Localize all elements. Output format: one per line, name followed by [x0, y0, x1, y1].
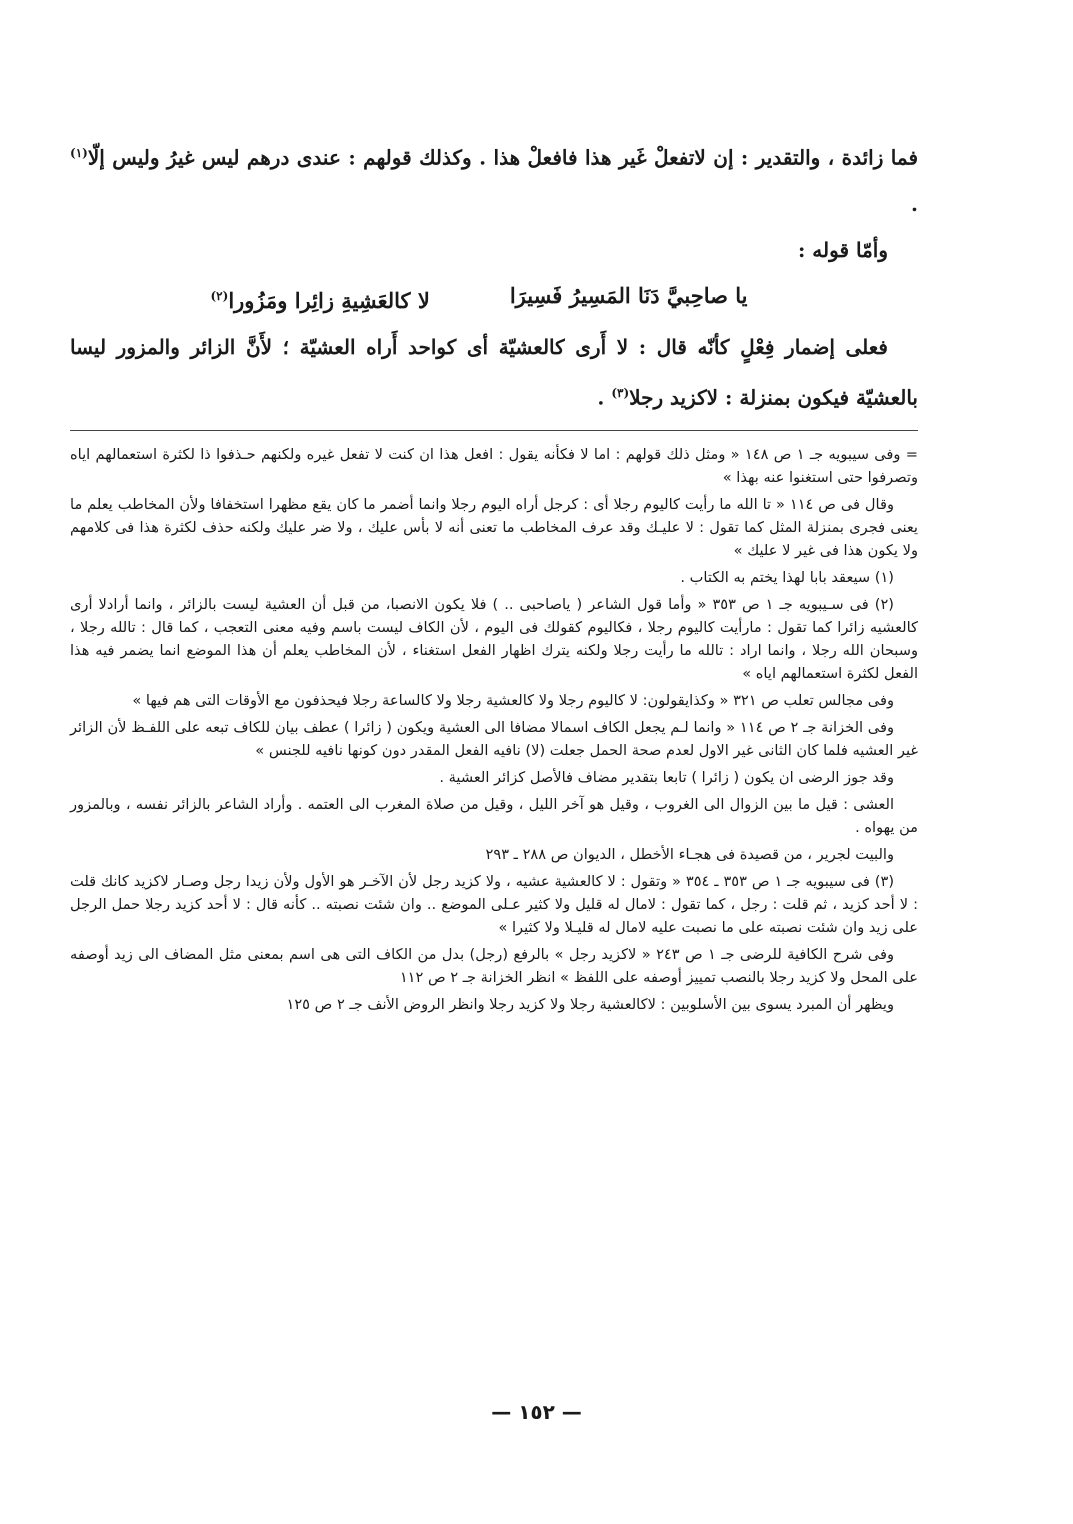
- footnote-2-majalis: وفى مجالس تعلب ص ٣٢١ « وكذايقولون: لا كاليوم رجلا ولا كالعشية رجلا ولا كالساعة رجلا فيحذفون مع الأوقات التى هم فيها »: [132, 692, 894, 710]
- poetry-verse: [70, 273, 918, 324]
- footnote-2-jarir: والبيت لجرير ، من قصيدة فى هجـاء الأخطل ، الديوان ص ٢٨٨ ـ ٢٩٣: [485, 846, 894, 864]
- main-paragraph-1-text: فما زائدة ، والتقدير : إن لاتفعلْ غَير هذا فافعلْ هذا . وكذلك قولهم : عندى درهم ليس غيرُ وليس إلّا: [87, 145, 919, 170]
- footnote-continuation: = وفى سيبويه جـ ١ ص ١٤٨ « ومثل ذلك قولهم : اما لا فكأنه يقول : افعل هذا ان كنت لا تفعل غيره ولكنهم حـذفوا ذا لكثرة استعمالهم اياه وتصرفوا حتى استغنوا عنه بهذا »: [70, 446, 918, 487]
- footnote-2-khizana: وفى الخزانة جـ ٢ ص ١١٤ « وانما لـم يجعل الكاف اسمالا مضافا الى العشية ويكون ( زائرا ) عطف بيان للكاف تبعه على اللفـظ لأن الزائر غير العشيه فلما كان الثانى غير الاول لعدم صحة الحمل جعلت (لا) نافيه الفعل المقدر دون كونها نافيه للجنس »: [70, 719, 918, 760]
- main-paragraph-1-end: .: [911, 191, 918, 216]
- page-number: — ١٥٢ —: [491, 1400, 582, 1424]
- footnote-3-kafiya: وفى شرح الكافية للرضى جـ ١ ص ٢٤٣ « لاكزيد رجل » بالرفع (رجل) بدل من الكاف التى هى اسم بمعنى مثل المضاف الى زيد أوصفه على المحل ولا كزيد رجلا بالنصب تمييز أوصفه على اللفظ » انظر الخزانة جـ ٢ ص ١١٢: [70, 946, 918, 987]
- footnote-ref-3: (٣): [611, 385, 630, 400]
- main-text: [70, 130, 918, 420]
- footnote-divider: [70, 430, 918, 431]
- verse-second-hemistich: [210, 273, 429, 324]
- footnote-ref-1: (١): [70, 146, 88, 160]
- footnotes: [70, 443, 918, 1016]
- main-paragraph-1: [70, 130, 918, 227]
- footnote-continuation-2: وقال فى ص ١١٤ « تا الله ما رأيت كاليوم رجلا أى : كرجل أراه اليوم رجلا وانما أضمر ما كان يقع مظهرا استخفافا ولأن المخاطب يعلم ما يعنى فجرى بمنزلة المثل كما تقول : لا عليـك وقد عرف المخاطب ما تعنى أنه لا بأس عليك ، ولا ضر عليك ولكنه حذف لكثرة هذا فى كلامهم ولا يكون هذا فى غير لا عليك »: [70, 496, 918, 560]
- footnote-1: (١) سيعقد بابا لهذا يختم به الكتاب .: [680, 569, 894, 587]
- verse-second-hemistich-text: لا كالعَشِيةِ زائِرا ومَزُورا: [228, 287, 430, 313]
- main-paragraph-3-end: .: [597, 385, 612, 410]
- footnote-ref-2: (٢): [210, 288, 229, 303]
- footnote-2-ashiy: العشى : قيل ما بين الزوال الى الغروب ، وقيل هو آخر الليل ، وقيل من صلاة المغرب الى العتمه . وأراد الشاعر بالزائر نفسه ، وبالمزور من يهواه .: [70, 796, 918, 837]
- footnote-3: (٣) فى سيبويه جـ ١ ص ٣٥٣ ـ ٣٥٤ « وتقول : لا كالعشية عشيه ، ولا كزيد رجل لأن الآخـر هو الأول ولأن زيدا رجل وصـار لاكزيد كانك قلت : لا أحد كزيد ، ثم قلت : رجل ، كما تقول : لامال له قليل ولا كثير عـلى الموضع .. وان شئت نصبته .. كأنه قال : لا أحد كزيد رجلا حمل الرجل على زيد وان شئت نصبته على ما نصبت عليه لامال له قليـلا ولا كثيرا »: [70, 873, 918, 937]
- main-paragraph-3: [70, 324, 918, 421]
- verse-first-hemistich: يا صاحِبيَّ دَنَا المَسِيرُ فَسِيرَا: [509, 282, 748, 308]
- page-body: [70, 130, 918, 1020]
- footnote-2: (٢) فى سـيبويه جـ ١ ص ٣٥٣ « وأما قول الشاعر ( ياصاحبى .. ) فلا يكون الانصبا، من قبل أن العشية ليست بالزائر ، وانما أرادلا أرى كالعشيه زائرا كما تقول : مارأيت كاليوم رجلا ، فكاليوم كقولك فى اليوم ، لأن الكاف ليست باسم وفيه معنى التعجب ، كما قال : تالله رجلا ، وسبحان الله رجلا ، وانما اراد : تالله ما رأيت رجلا ولكنه يترك اظهار الفعل استغناء ، لأن المخاطب يعلم أن هذا الموضع انما يضمر فيه هذا الفعل لكثرة استعمالهم اياه »: [70, 596, 918, 683]
- footnote-3-mubarrad: ويظهر أن المبرد يسوى بين الأسلوبين : لاكالعشية رجلا ولا كزيد رجلا وانظر الروض الأنف جـ ٢ ص ١٢٥: [286, 996, 894, 1014]
- footnote-2-radi: وقد جوز الرضى ان يكون ( زائرا ) تابعا بتقدير مضاف فالأصل كزائر العشية .: [439, 769, 894, 787]
- main-paragraph-2: وأمّا قوله :: [797, 237, 888, 262]
- main-paragraph-3-text: فعلى إضمار فِعْلٍ كأنّه قال : لا أَرى كالعشيّة أى كواحد أَراه العشيّة ؛ لأَنَّ الزائر والمزور ليسا بالعشيّة فيكون بمنزلة : لاكزيد رجلا: [70, 334, 918, 410]
